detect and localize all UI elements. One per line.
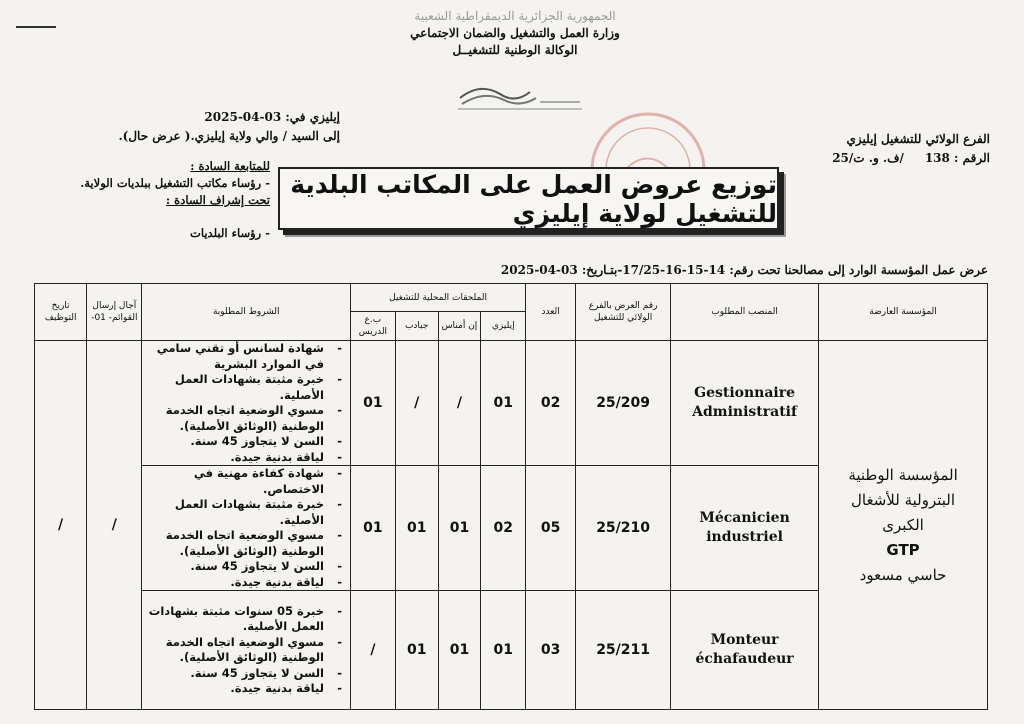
position-line2: échafaudeur <box>695 651 794 667</box>
condition-item: - خبرة مثبتة بشهادات العمل الأصلية. <box>148 372 324 403</box>
letterhead <box>350 8 680 59</box>
position-cell <box>671 591 819 710</box>
conditions-list <box>142 341 350 465</box>
agency-logo <box>440 78 600 114</box>
condition-item: - خبرة مثبتة بشهادات العمل الأصلية. <box>148 497 324 528</box>
office-illizi-cell: 02 <box>481 466 526 591</box>
col-office-djanet: جبادب <box>395 312 438 341</box>
condition-item: - لياقة بدنية جيدة. <box>148 575 324 591</box>
position-line2: industriel <box>706 529 783 545</box>
col-offer-number: رقم العرض بالفرع الولائي للتشغيل <box>576 284 671 341</box>
reference-label: الرقم : 138 <box>924 151 990 165</box>
condition-item: - السن لا يتجاوز 45 سنة. <box>148 559 324 575</box>
conditions-list <box>142 604 350 697</box>
col-local-offices: الملحقات المحلية للتشغيل <box>350 284 525 312</box>
organization-name-line1: المؤسسة الوطنية <box>848 465 958 484</box>
offer-reference-line: عرض عمل المؤسسة الوارد إلى مصالحنا تحت رقم: 14-15-16-17/25-بتـاريخ: 03-04-2025 <box>500 263 988 277</box>
col-hire-date: تاريخ التوظيف <box>35 284 87 341</box>
reference-code: /ف. و. ت/25 <box>832 151 904 165</box>
condition-item: - لياقة بدنية جيدة. <box>148 681 324 697</box>
condition-item: - السن لا يتجاوز 45 سنة. <box>148 666 324 682</box>
count-cell: 03 <box>526 591 576 710</box>
position-cell <box>671 341 819 466</box>
position-line1: Mécanicien <box>699 510 790 526</box>
condition-item: - شهادة لسانس أو تقني سامي في الموارد البشرية <box>148 341 324 372</box>
branch-info <box>780 130 990 168</box>
conditions-list <box>142 466 350 590</box>
deadline-cell: / <box>87 341 142 710</box>
organization-code: GTP <box>886 540 920 559</box>
office-bordj-cell: 01 <box>350 341 395 466</box>
col-office-illizi: إيليزي <box>481 312 526 341</box>
followup-block <box>40 158 270 242</box>
condition-item: - خبرة 05 سنوات مثبتة بشهادات العمل الأصلية. <box>148 604 324 635</box>
condition-item: - مسوي الوضعية اتجاه الخدمة الوطنية (الوثائق الأصلية). <box>148 403 324 434</box>
conditions-cell <box>142 466 351 591</box>
col-office-inamenas: إن أمناس <box>438 312 481 341</box>
organization-cell <box>819 341 988 710</box>
office-djanet-cell: 01 <box>395 591 438 710</box>
conditions-cell <box>142 591 351 710</box>
office-inamenas-cell: 01 <box>438 591 481 710</box>
position-line2: Administratif <box>692 404 798 420</box>
office-inamenas-cell: 01 <box>438 466 481 591</box>
condition-item: - مسوي الوضعية اتجاه الخدمة الوطنية (الوثائق الأصلية). <box>148 528 324 559</box>
office-bordj-cell: / <box>350 591 395 710</box>
job-offers-table <box>34 283 988 710</box>
col-organization: المؤسسة العارضة <box>819 284 988 341</box>
condition-item: - لياقة بدنية جيدة. <box>148 450 324 466</box>
followup-item-mayors: - رؤساء البلديات <box>190 226 270 240</box>
position-line1: Monteur <box>710 632 779 648</box>
condition-item: - شهادة كفاءة مهنية في الاختصاص. <box>148 466 324 497</box>
ministry-line: وزارة العمل والتشغيل والضمان الاجتماعي <box>410 26 620 40</box>
table-row <box>35 341 988 466</box>
count-cell: 05 <box>526 466 576 591</box>
office-illizi-cell: 01 <box>481 341 526 466</box>
organization-name-line3: الكبرى <box>882 515 924 534</box>
col-conditions: الشروط المطلوبة <box>142 284 351 341</box>
header-row-1 <box>35 284 988 312</box>
condition-item: - السن لا يتجاوز 45 سنة. <box>148 434 324 450</box>
document-title: توزيع عروض العمل على المكاتب البلدية للتشغيل لولاية إيليزي <box>278 167 779 230</box>
organization-name-line2: البترولية للأشغال <box>851 490 956 509</box>
condition-item: - مسوي الوضعية اتجاه الخدمة الوطنية (الوثائق الأصلية). <box>148 635 324 666</box>
office-djanet-cell: / <box>395 341 438 466</box>
agency-line: الوكالة الوطنية للتشغيــل <box>452 43 578 57</box>
col-count: العدد <box>526 284 576 341</box>
office-illizi-cell: 01 <box>481 591 526 710</box>
position-cell <box>671 466 819 591</box>
col-office-bordj: ب.ع الدريس <box>350 312 395 341</box>
dateline <box>40 108 340 146</box>
followup-label: للمتابعة السادة : <box>190 159 270 173</box>
hire-date-cell: / <box>35 341 87 710</box>
supervision-label: تحت إشراف السادة : <box>165 193 270 207</box>
organization-location: حاسي مسعود <box>859 565 947 584</box>
followup-item-offices: - رؤساء مكاتب التشغيل ببلديات الولاية. <box>80 176 270 190</box>
col-position: المنصب المطلوب <box>671 284 819 341</box>
office-bordj-cell: 01 <box>350 466 395 591</box>
offer-number-cell: 25/209 <box>576 341 671 466</box>
branch-name: الفرع الولائي للتشغيل إيليزي <box>846 132 990 146</box>
offer-number-cell: 25/211 <box>576 591 671 710</box>
office-inamenas-cell: / <box>438 341 481 466</box>
count-cell: 02 <box>526 341 576 466</box>
recipient: إلى السيد / والي ولاية إيليزي.( عرض حال). <box>118 129 340 143</box>
col-deadline: آجال إرسال القوائم- 01- <box>87 284 142 341</box>
offer-number-cell: 25/210 <box>576 466 671 591</box>
margin-mark <box>16 26 56 28</box>
issue-date: إيليزي في: 03-04-2025 <box>204 110 340 124</box>
conditions-cell <box>142 341 351 466</box>
reference-number <box>780 149 990 168</box>
position-line1: Gestionnaire <box>694 385 796 401</box>
office-djanet-cell: 01 <box>395 466 438 591</box>
republic-line: الجمهورية الجزائرية الديمقراطية الشعبية <box>414 9 616 23</box>
